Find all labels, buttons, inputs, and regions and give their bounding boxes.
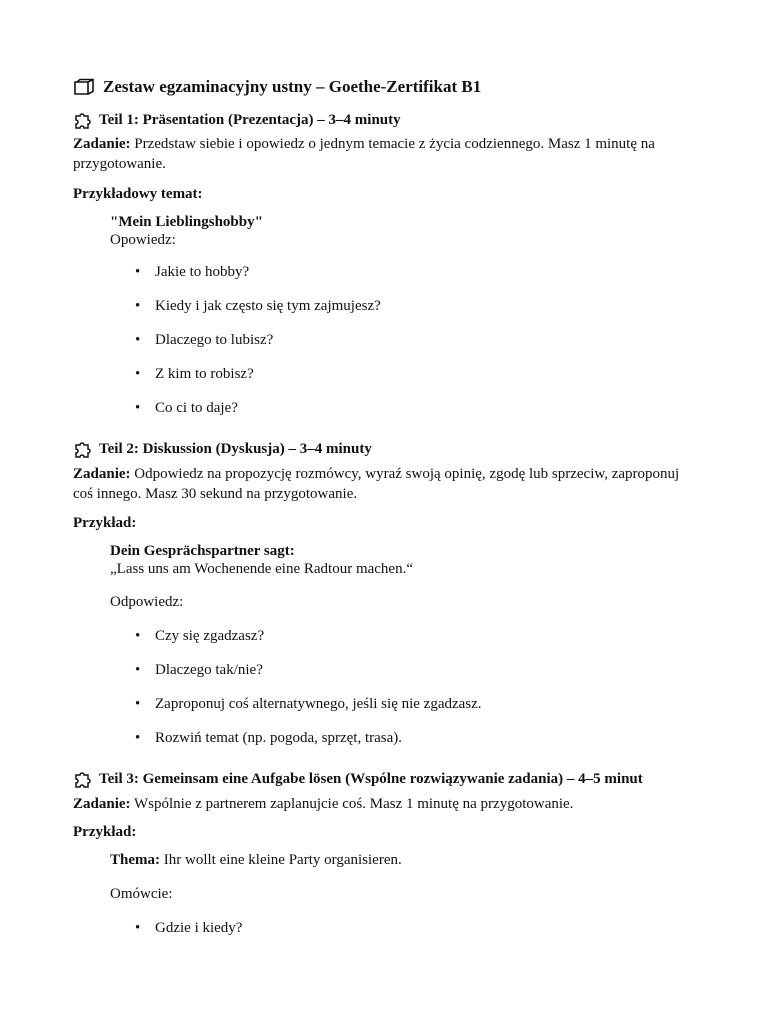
task-paragraph-teil3: Zadanie: Wspólnie z partnerem zaplanujcie coś. Masz 1 minutę na przygotowanie. <box>73 796 574 812</box>
partner-quote: „Lass uns am Wochenende eine Radtour machen.“ <box>110 561 413 577</box>
document-title: Zestaw egzaminacyjny ustny – Goethe-Zertifikat B1 <box>73 77 481 97</box>
prompt-teil3: Omówcie: <box>110 886 173 902</box>
list-item: • Czy się zgadzasz? <box>136 626 264 646</box>
task-paragraph-teil1: Zadanie: Przedstaw siebie i opowiedz o jednym temacie z życia codziennego. Masz 1 minutę na przygotowanie. <box>73 136 655 172</box>
list-item: • Jakie to hobby? <box>136 262 249 282</box>
book-icon <box>73 78 95 96</box>
list-item: • Dlaczego tak/nie? <box>136 660 263 680</box>
thema-line: Thema: Ihr wollt eine kleine Party organisieren. <box>110 852 402 868</box>
prompt-teil1: Opowiedz: <box>110 232 176 248</box>
list-item: • Dlaczego to lubisz? <box>136 330 273 350</box>
list-item: • Gdzie i kiedy? <box>136 918 242 938</box>
list-item: • Z kim to robisz? <box>136 364 254 384</box>
list-item: • Rozwiń temat (np. pogoda, sprzęt, trasa). <box>136 728 402 748</box>
puzzle-icon <box>73 439 93 459</box>
list-item: • Zaproponuj coś alternatywnego, jeśli się nie zgadzasz. <box>136 694 482 714</box>
example-label-teil3: Przykład: <box>73 824 137 840</box>
example-label-teil2: Przykład: <box>73 515 137 531</box>
prompt-teil2: Odpowiedz: <box>110 594 184 610</box>
puzzle-icon <box>73 769 93 789</box>
example-topic: "Mein Lieblingshobby" <box>110 214 263 230</box>
section-heading-teil3: Teil 3: Gemeinsam eine Aufgabe lösen (Wspólne rozwiązywanie zadania) – 4–5 minut <box>73 769 643 789</box>
partner-label: Dein Gesprächspartner sagt: <box>110 543 295 559</box>
section-heading-teil1: Teil 1: Präsentation (Prezentacja) – 3–4 minuty <box>73 110 401 130</box>
example-label-teil1: Przykładowy temat: <box>73 186 203 202</box>
list-item: • Co ci to daje? <box>136 398 238 418</box>
task-paragraph-teil2: Zadanie: Odpowiedz na propozycję rozmówcy, wyraź swoją opinię, zgodę lub sprzeciw, zaproponuj coś innego. Masz 30 sekund na przygotowanie. <box>73 466 680 502</box>
section-heading-teil2: Teil 2: Diskussion (Dyskusja) – 3–4 minuty <box>73 439 372 459</box>
puzzle-icon <box>73 110 93 130</box>
list-item: • Kiedy i jak często się tym zajmujesz? <box>136 296 381 316</box>
